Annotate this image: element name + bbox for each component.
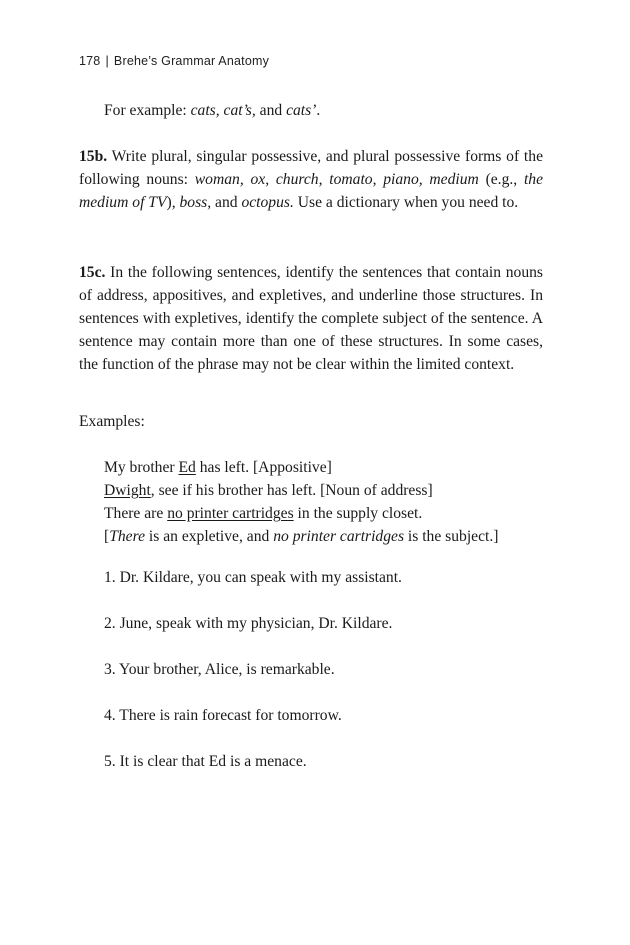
example-text: My brother: [104, 459, 179, 476]
intro-lead: For example:: [104, 102, 191, 119]
sentence-2: 2. June, speak with my physician, Dr. Kildare.: [104, 615, 393, 632]
running-head: [79, 54, 269, 68]
intro-italic-1: cats, cat’s,: [190, 102, 256, 119]
underlined-noun-of-address: Dwight: [104, 482, 151, 499]
page-number: 178: [79, 54, 101, 68]
exercise-text: (e.g.,: [478, 171, 524, 188]
example-line-2: [104, 479, 544, 502]
intro-italic-2: cats’: [286, 102, 317, 119]
exercise-italic: woman, ox, church, tomato, piano, medium: [194, 171, 479, 188]
exercise-italic: the medium of TV: [79, 171, 543, 211]
sentence-1: 1. Dr. Kildare, you can speak with my assistant.: [104, 569, 402, 586]
example-italic: no printer cartridges: [273, 528, 405, 545]
exercise-15b: [79, 145, 543, 214]
example-text: There are: [104, 505, 168, 522]
example-text: is the subject.]: [404, 528, 499, 545]
exercise-text: ),: [166, 194, 180, 211]
book-title: Brehe’s Grammar Anatomy: [113, 54, 270, 68]
example-text: [: [104, 528, 110, 545]
examples-block: [104, 456, 544, 548]
exercise-15c: [79, 261, 543, 376]
exercise-text: and: [211, 194, 242, 211]
example-italic: There: [109, 528, 146, 545]
sentence-3: 3. Your brother, Alice, is remarkable.: [104, 661, 335, 678]
exercise-number: 15b.: [79, 148, 108, 165]
exercise-text: Write plural, singular possessive, and plural possessive forms of the following nouns:: [79, 148, 543, 188]
sentence-5: 5. It is clear that Ed is a menace.: [104, 753, 307, 770]
example-line-4: [104, 525, 544, 548]
example-text: is an expletive, and: [145, 528, 274, 545]
intro-end: .: [316, 102, 321, 119]
exercise-number: 15c.: [79, 264, 106, 281]
example-text: has left. [Appositive]: [195, 459, 332, 476]
example-text: in the supply closet.: [293, 505, 423, 522]
underlined-appositive: Ed: [178, 459, 196, 476]
exercise-text: In the following sentences, identify the sentences that contain nouns of address, appositives, and expletives, and underline those structures. In sentences with expletives, identify the complete subject of the sentence. A sentence may contain more than one of these structures. In some cases, the function of the phrase may not be clear within the limited context.: [79, 264, 543, 373]
example-text: , see if his brother has left. [Noun of address]: [150, 482, 433, 499]
example-line-1: [104, 456, 544, 479]
underlined-subject: no printer cartridges: [167, 505, 294, 522]
header-separator: |: [105, 54, 109, 68]
intro-example: [104, 99, 544, 122]
exercise-italic: octopus.: [241, 194, 294, 211]
examples-label: Examples:: [79, 413, 145, 430]
sentence-4: 4. There is rain forecast for tomorrow.: [104, 707, 342, 724]
exercise-text: Use a dictionary when you need to.: [293, 194, 519, 211]
intro-mid: and: [255, 102, 287, 119]
example-line-3: [104, 502, 544, 525]
exercise-italic: boss,: [179, 194, 212, 211]
